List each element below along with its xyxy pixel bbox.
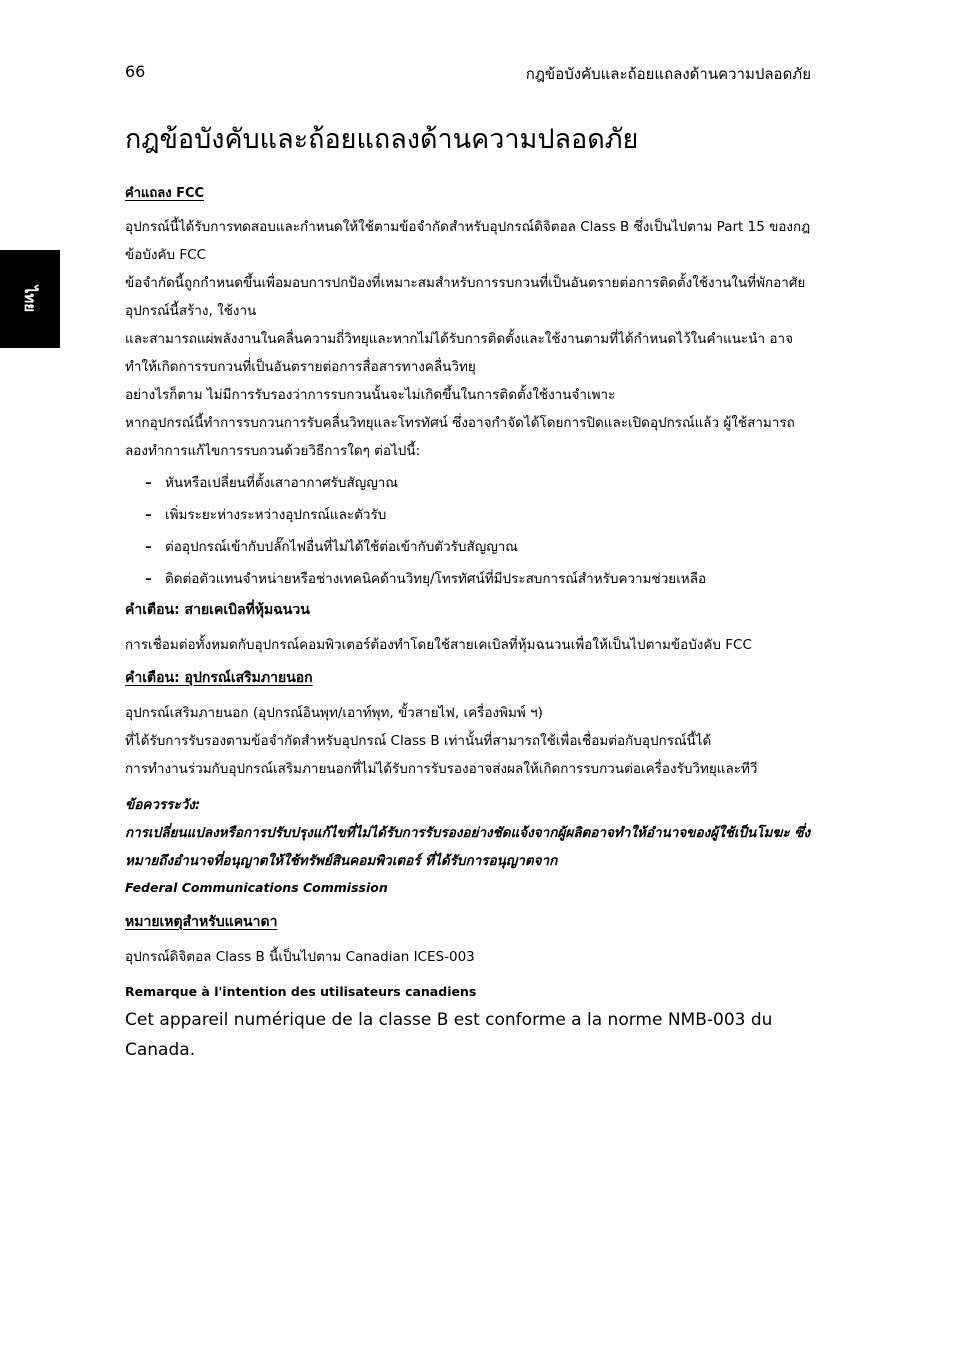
running-header: กฎข้อบังคับและถ้อยแถลงด้านความปลอดภัย	[525, 65, 811, 83]
language-side-tab-label: ไทย	[21, 285, 39, 313]
peripheral-heading: คำเตือน: อุปกรณ์เสริมภายนอก	[125, 670, 313, 686]
list-item-text: หันหรือเปลี่ยนที่ตั้งเสาอากาศรับสัญญาณ	[165, 475, 398, 491]
list-item-text: ต่ออุปกรณ์เข้ากับปลั๊กไฟอื่นที่ไม่ได้ใช้ต่อเข้ากับตัวรับสัญญาณ	[165, 539, 518, 555]
fcc-remedy-list	[125, 467, 815, 595]
caution-text: การเปลี่ยนแปลงหรือการปรับปรุงแก้ไขที่ไม่ได้รับการรับรองอย่างชัดแจ้งจากผู้ผลิตอาจทำให้อำนาจของผู้ใช้เป็นโมฆะ ซึ่งหมายถึงอำนาจที่อนุญาตให้ใช้ทรัพย์สินคอมพิวเตอร์ ที่ได้รับการอนุญาตจาก	[125, 825, 811, 869]
list-item	[145, 531, 815, 563]
fcc-paragraph: อย่างไรก็ตาม ไม่มีการรับรองว่าการรบกวนนั้นจะไม่เกิดขึ้นในการติดตั้งใช้งานจำเพาะ	[125, 387, 616, 403]
list-item-text: ติดต่อตัวแทนจำหน่ายหรือช่างเทคนิคด้านวิทยุ/โทรทัศน์ที่มีประสบการณ์สำหรับความช่วยเหลือ	[165, 571, 707, 587]
canada-text: อุปกรณ์ดิจิตอล Class B นี้เป็นไปตาม Canadian ICES-003	[125, 949, 475, 965]
peripheral-line: การทำงานร่วมกับอุปกรณ์เสริมภายนอกที่ไม่ได้รับการรับรองอาจส่งผลให้เกิดการรบกวนต่อเครื่องรับวิทยุและทีวี	[125, 761, 758, 777]
canada-remark-text: Cet appareil numérique de la classe B est conforme a la norme NMB-003 du Canada.	[125, 1010, 773, 1060]
bullet-dash: –	[145, 571, 152, 587]
bullet-dash: –	[145, 539, 152, 555]
list-item	[145, 499, 815, 531]
page-number: 66	[125, 62, 146, 81]
list-item	[145, 563, 815, 595]
canada-section	[125, 911, 815, 1065]
shielded-cable-section	[125, 599, 815, 659]
peripheral-section	[125, 667, 815, 783]
canada-remark-heading: Remarque à l'intention des utilisateurs canadiens	[125, 984, 477, 999]
caution-commission: Federal Communications Commission	[125, 880, 388, 895]
shielded-cable-heading: คำเตือน: สายเคเบิลที่หุ้มฉนวน	[125, 602, 310, 618]
language-side-tab	[0, 250, 60, 348]
fcc-heading: คำแถลง FCC	[125, 186, 205, 201]
peripheral-line: ที่ได้รับการรับรองตามข้อจำกัดสำหรับอุปกรณ์ Class B เท่านั้นที่สามารถใช้เพื่อเชื่อมต่อกับอุปกรณ์นี้ได้	[125, 733, 712, 749]
list-item-text: เพิ่มระยะห่างระหว่างอุปกรณ์และตัวรับ	[165, 507, 387, 523]
caution-label: ข้อควรระวัง:	[125, 797, 201, 813]
canada-heading: หมายเหตุสำหรับแคนาดา	[125, 914, 278, 930]
list-item	[145, 467, 815, 499]
caution-section	[125, 791, 815, 901]
page-title: กฎข้อบังคับและถ้อยแถลงด้านความปลอดภัย	[125, 124, 639, 155]
fcc-paragraph: หากอุปกรณ์นี้ทำการรบกวนการรับคลื่นวิทยุและโทรทัศน์ ซึ่งอาจกำจัดได้โดยการปิดและเปิดอุปกรณ์แล้ว ผู้ใช้สามารถลองทำการแก้ไขการรบกวนด้วยวิธีการใดๆ ต่อไปนี้:	[125, 415, 795, 459]
fcc-paragraph: และสามารถแผ่พลังงานในคลื่นความถี่วิทยุและหากไม่ได้รับการติดตั้งและใช้งานตามที่ได้กำหนดไว้ในคำแนะนำ อาจทำให้เกิดการรบกวนที่เป็นอันตรายต่อการสื่อสารทางคลื่นวิทยุ	[125, 331, 793, 375]
bullet-dash: –	[145, 507, 152, 523]
bullet-dash: –	[145, 475, 152, 491]
fcc-section	[125, 182, 815, 595]
fcc-paragraph: ข้อจำกัดนี้ถูกกำหนดขึ้นเพื่อมอบการปกป้องที่เหมาะสมสำหรับการรบกวนที่เป็นอันตรายต่อการติดตั้งใช้งานในที่พักอาศัย อุปกรณ์นี้สร้าง, ใช้งาน	[125, 275, 806, 319]
page-content	[125, 120, 815, 1065]
shielded-cable-text: การเชื่อมต่อทั้งหมดกับอุปกรณ์คอมพิวเตอร์ต้องทำโดยใช้สายเคเบิลที่หุ้มฉนวนเพื่อให้เป็นไปตามข้อบังคับ FCC	[125, 637, 752, 653]
peripheral-line: อุปกรณ์เสริมภายนอก (อุปกรณ์อินพุท/เอาท์พุท, ขั้วสายไฟ, เครื่องพิมพ์ ฯ)	[125, 705, 543, 721]
fcc-paragraph: อุปกรณ์นี้ได้รับการทดสอบและกำหนดให้ใช้ตามข้อจำกัดสำหรับอุปกรณ์ดิจิตอล Class B ซึ่งเป็นไปตาม Part 15 ของกฎข้อบังคับ FCC	[125, 219, 811, 263]
